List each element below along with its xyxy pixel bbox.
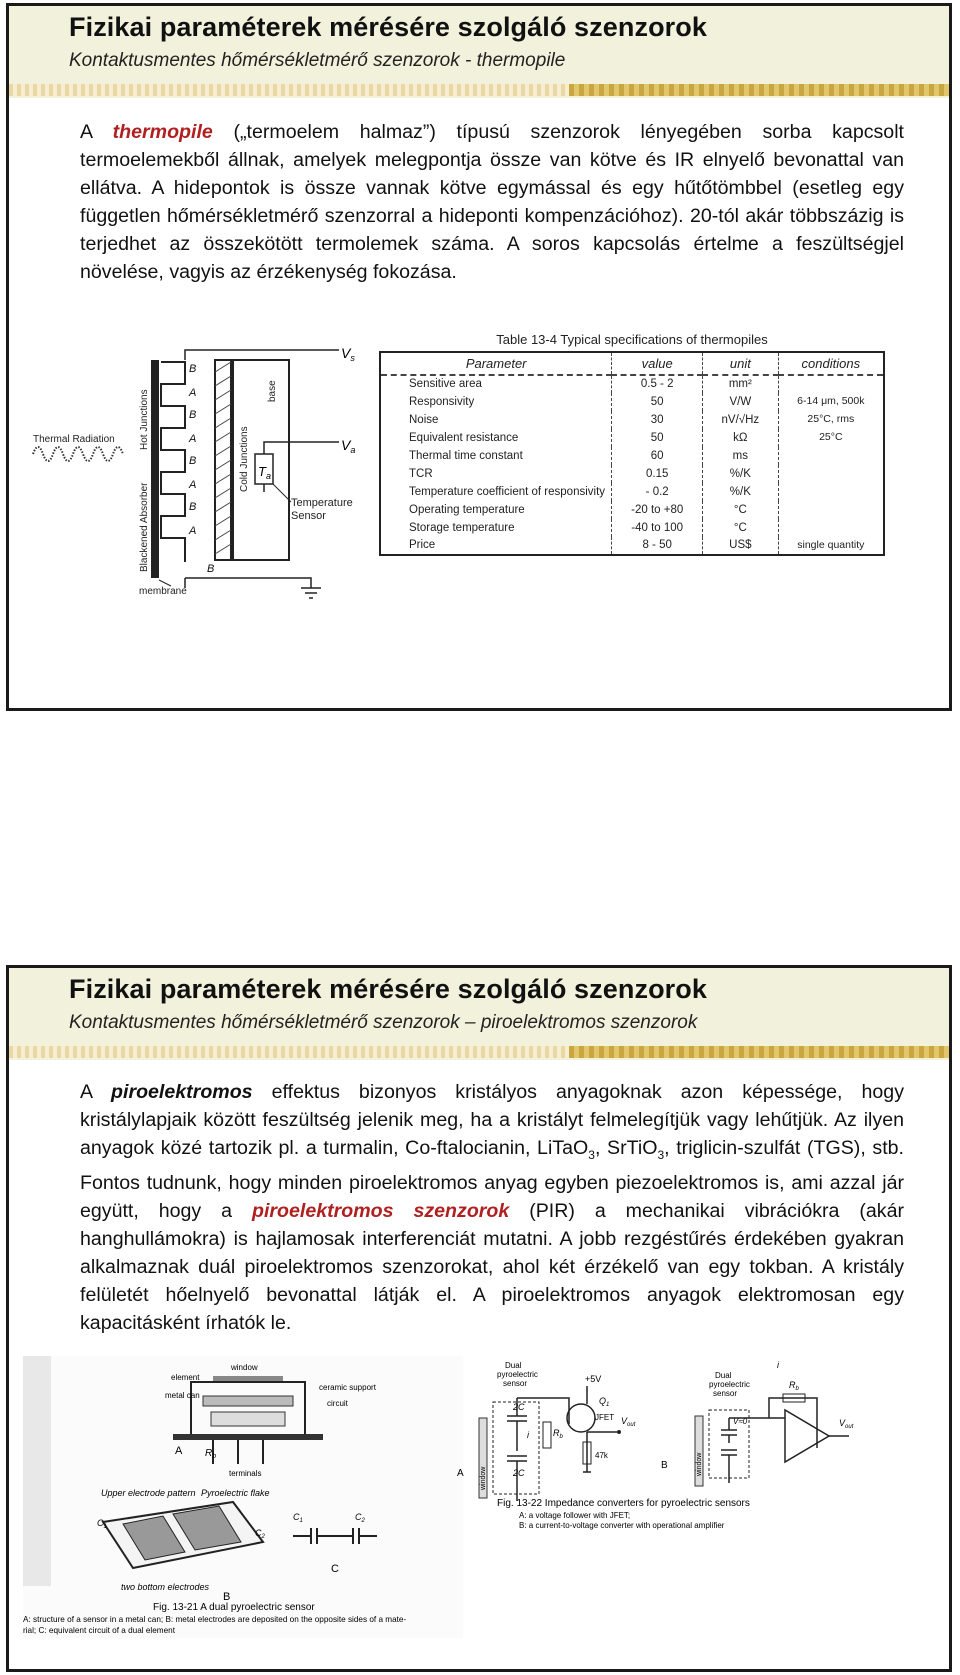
pyro-flake-label: Pyroelectric flake (201, 1488, 270, 1498)
table-cell: %/K (703, 465, 779, 483)
junction-label: B (189, 409, 197, 421)
table-cell: 25°C (778, 429, 884, 447)
table-cell: 50 (612, 429, 703, 447)
table-cell: mm² (703, 375, 779, 393)
table-cell: kΩ (703, 429, 779, 447)
svg-text:C2: $C_2$ (355, 1512, 365, 1524)
table-cell: 8 - 50 (612, 537, 703, 555)
table-header-cell: unit (703, 352, 779, 375)
term-piroelektromos: piroelektromos (111, 1081, 253, 1103)
svg-text:Rb: $R_b$ (789, 1380, 799, 1392)
absorber-label: Blackened Absorber (139, 482, 150, 572)
table-cell: 0.15 (612, 465, 703, 483)
svg-text:C2: $C_2$ (255, 1528, 265, 1540)
impedance-converter-figure (457, 1358, 877, 1558)
temperature-sensor-label: Temperature (291, 497, 353, 509)
header-decoration (9, 1046, 949, 1058)
ground-icon (301, 588, 321, 598)
metal-can-label: metal can (165, 1391, 200, 1400)
window-label: window (231, 1363, 258, 1372)
table-cell: 30 (612, 411, 703, 429)
svg-text:C1: $C_1$ (293, 1512, 303, 1524)
junction-label: B (207, 563, 215, 575)
svg-text:Vout: $V_{out}$ (621, 1416, 636, 1428)
table-cell: -20 to +80 (612, 501, 703, 519)
slide-subtitle: Kontaktusmentes hőmérsékletmérő szenzorok – piroelektromos szenzorok (69, 1012, 698, 1033)
table-row (380, 465, 884, 483)
figure-label-b: B (661, 1460, 668, 1471)
sensor-label: sensor (713, 1389, 738, 1398)
table-row (380, 501, 884, 519)
figure-caption: Fig. 13-22 Impedance converters for pyroelectric sensors (497, 1498, 750, 1509)
term-pir-sensors: piroelektromos szenzorok (251, 1199, 510, 1222)
figure-label-a: A (457, 1468, 464, 1479)
table-cell (778, 375, 884, 393)
table-cell: Operating temperature (409, 503, 525, 516)
supply-label: +5V (585, 1374, 602, 1384)
table-cell: 60 (612, 447, 703, 465)
jfet-icon (567, 1404, 595, 1432)
hot-junctions-label: Hot Junctions (139, 389, 150, 450)
window-label: window (696, 1452, 703, 1476)
table-caption: Table 13-4 Typical specifications of thermopiles (496, 332, 768, 347)
upper-electrode-label: Upper electrode pattern (101, 1488, 196, 1498)
junction-label: B (189, 455, 197, 467)
specs-table-figure (377, 332, 887, 556)
table-cell: °C (703, 519, 779, 537)
table-row (380, 483, 884, 501)
table-cell: Thermal time constant (409, 449, 523, 462)
table-row (380, 375, 884, 393)
table-cell (778, 465, 884, 483)
junction-label: A (189, 479, 197, 491)
current-label: i (777, 1360, 779, 1370)
table-cell: Storage temperature (409, 521, 515, 534)
figure-caption: A: a voltage follower with JFET; (519, 1511, 631, 1520)
thermal-radiation-label: Thermal Radiation (33, 434, 115, 445)
table-cell: TCR (409, 467, 433, 480)
table-cell: single quantity (778, 537, 884, 555)
table-row (380, 429, 884, 447)
radiation-wave-icon (33, 447, 123, 461)
svg-text:Va: $V_a$ (341, 437, 356, 455)
svg-text:Rb: $R_b$ (553, 1428, 563, 1440)
terminals-label: terminals (229, 1469, 262, 1478)
circuit-label: circuit (327, 1399, 348, 1408)
table-cell (778, 519, 884, 537)
opamp-icon (785, 1410, 829, 1462)
table-header-cell: conditions (778, 352, 884, 375)
resistor-label: 47k (595, 1451, 608, 1460)
table-cell (778, 501, 884, 519)
svg-text:Q1: $Q_1$ (599, 1396, 610, 1408)
figure-label-b: B (223, 1591, 231, 1603)
slide-pyroelectric (6, 965, 952, 1672)
pyro-label: pyroelectric (497, 1370, 538, 1379)
cold-junction-block (215, 360, 231, 560)
header-decoration (9, 84, 949, 96)
table-row (380, 519, 884, 537)
figure-caption: rial; C: equivalent circuit of a dual element (23, 1626, 176, 1635)
thermopile-paragraph: A thermopile („termoelem halmaz”) típusú szenzorok lényegében sorba kapcsolt termoelemekből állnak, amelyek melegpontja össze van kötve és IR elnyelő bevonattal van ellátva. A hidepontok is össze vannak kötve egymással és egy hűtőtömbbel (esetleg egy független hőmérsékletmérő szenzorral a hideponti kompenzációhoz). 20-tól akár többszázig is terjedhet az összekötött termolemek száma. A soros kapcsolás értelme a feszültségjel növelése, vagyis az érzékenység fokozása. (80, 121, 904, 283)
cold-junctions-label: Cold Junctions (239, 426, 250, 492)
blackened-absorber (151, 360, 159, 578)
temperature-sensor-label: Sensor (291, 510, 326, 522)
table-cell: 0.5 - 2 (612, 375, 703, 393)
table-cell: V/W (703, 393, 779, 411)
table-cell: 25°C, rms (778, 411, 884, 429)
slide-title: Fizikai paraméterek mérésére szolgáló szenzorok (69, 974, 707, 1004)
table-cell: Equivalent resistance (409, 431, 519, 444)
pyroelectric-paragraph: A piroelektromos effektus bizonyos kristályos anyagoknak azon képessége, hogy kristálylapjaik között feszültség jelenik meg, ha a kristályt felmelegítjük vagy lehűtjük. Az ilyen anyagok közé tartozik pl. a turmalin, Co-ftalocianin, LiTaO$_3$, SrTiO$_3$, triglicin-szulfát (TGS), stb. Fontos tudnunk, hogy minden piroelektromos anyag egyben piezoelektromos is, ami azzal jár együtt, hogy a piroelektromos szenzorok (PIR) a mechanikai vibrációkra (akár hanghullámokra) is hajlamosak interferenciát mutatni. A jobb rezgéstűrés érdekében gyakran alkalmaznak duál piroelektromos szenzorokat, ahol két érzékelő van egy tokban. A kristály felületét hőelnyelő bevonattal látják el. A piroelektromos anyagok elektromosan egy kapacitásként írhatók le. (80, 1081, 904, 1334)
element-label: element (171, 1373, 200, 1382)
table-cell: Temperature coefficient of responsivity (409, 485, 606, 498)
table-header-cell: Parameter (465, 356, 527, 371)
slide-header (9, 6, 949, 98)
thermopile-diagram (29, 342, 369, 632)
table-cell: %/K (703, 483, 779, 501)
slide-thermopile (6, 3, 952, 711)
table-row (380, 537, 884, 555)
dual-pyro-sensor-figure (23, 1356, 463, 1638)
svg-text:Vout: $V_{out}$ (839, 1418, 854, 1430)
pyro-label: pyroelectric (709, 1380, 750, 1389)
membrane-label: membrane (139, 586, 187, 597)
figure-label-a: A (175, 1445, 183, 1457)
specs-table (379, 351, 885, 556)
table-cell: 50 (612, 393, 703, 411)
base-label: base (267, 380, 278, 402)
table-cell: -40 to 100 (612, 519, 703, 537)
figure-caption: Fig. 13-21 A dual pyroelectric sensor (153, 1602, 315, 1613)
svg-text:V≈0: V≈0 (733, 1417, 748, 1426)
dual-label: Dual (505, 1361, 522, 1370)
junction-label: A (189, 387, 197, 399)
svg-text:Vs: $V_s$ (341, 345, 355, 363)
jfet-label: JFET (595, 1413, 615, 1422)
junction-label: A (189, 433, 197, 445)
table-row (380, 393, 884, 411)
table-row (380, 447, 884, 465)
ceramic-support-label: ceramic support (319, 1383, 376, 1392)
table-cell: US$ (703, 537, 779, 555)
equivalent-circuit (293, 1528, 377, 1544)
slide-title: Fizikai paraméterek mérésére szolgáló szenzorok (69, 12, 707, 42)
table-cell: ms (703, 447, 779, 465)
figure-caption: A: structure of a sensor in a metal can; B: metal electrodes are deposited on the opposite sides of a mate- (23, 1615, 407, 1624)
slide-subtitle: Kontaktusmentes hőmérsékletmérő szenzorok - thermopile (69, 50, 566, 71)
table-cell (778, 483, 884, 501)
term-thermopile: thermopile (112, 121, 213, 143)
figure-caption: B: a current-to-voltage converter with operational amplifier (519, 1521, 725, 1530)
svg-text:C1: $C_1$ (97, 1518, 107, 1530)
junction-label: A (189, 525, 197, 537)
table-header-cell: value (612, 352, 703, 375)
junction-label: B (189, 363, 197, 375)
dual-label: Dual (715, 1371, 732, 1380)
table-cell: - 0.2 (612, 483, 703, 501)
table-cell: Price (409, 539, 436, 552)
table-cell: °C (703, 501, 779, 519)
bottom-electrodes-label: two bottom electrodes (121, 1582, 210, 1592)
table-cell: Noise (409, 413, 439, 426)
slide-header (9, 968, 949, 1060)
current-label: i (527, 1430, 529, 1440)
capacitor-label: 2C (513, 1402, 525, 1412)
svg-text:Rb: $R_b$ (205, 1448, 217, 1460)
metal-can-icon (191, 1382, 305, 1436)
sensor-label: sensor (503, 1379, 528, 1388)
table-row (380, 411, 884, 429)
svg-text:Ta: $T_a$ (258, 464, 271, 481)
table-cell: Sensitive area (409, 378, 482, 391)
junction-label: B (189, 501, 197, 513)
table-header-row (380, 352, 884, 375)
table-cell: Responsivity (409, 395, 475, 408)
table-cell (778, 447, 884, 465)
table-cell: 6-14 μm, 500k (778, 393, 884, 411)
capacitor-label: 2C (513, 1468, 525, 1478)
table-cell: nV/√Hz (703, 411, 779, 429)
figure-label-c: C (331, 1563, 339, 1575)
window-label: window (480, 1466, 487, 1490)
